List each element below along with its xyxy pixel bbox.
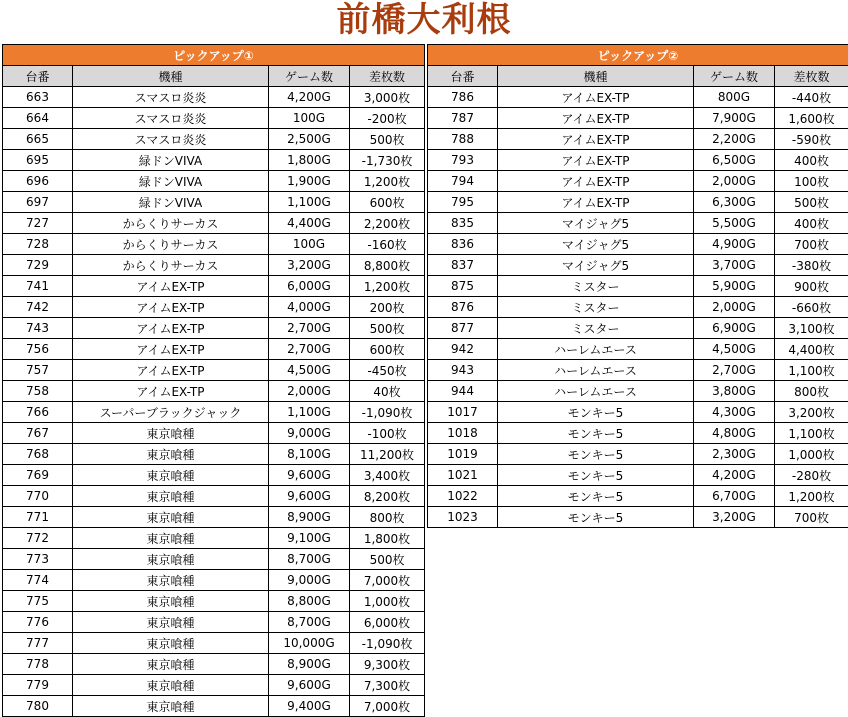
table-row (428, 129, 848, 150)
game-count-cell: 100G (269, 234, 350, 255)
coin-diff-cell: -660枚 (775, 297, 848, 318)
machine-name-cell: モンキー5 (498, 465, 694, 486)
unit-number-cell: 728 (3, 234, 73, 255)
game-count-cell: 9,400G (269, 696, 350, 717)
table-row (3, 528, 425, 549)
table-row (428, 171, 848, 192)
table-row (3, 213, 425, 234)
game-count-cell: 8,700G (269, 549, 350, 570)
coin-diff-cell: 40枚 (350, 381, 425, 402)
coin-diff-cell: -1,090枚 (350, 402, 425, 423)
game-count-cell: 8,900G (269, 507, 350, 528)
machine-name-cell: 東京喰種 (73, 591, 269, 612)
coin-diff-cell: 11,200枚 (350, 444, 425, 465)
machine-name-cell: 緑ドンVIVA (73, 192, 269, 213)
coin-diff-cell: 3,200枚 (775, 402, 848, 423)
table-row (428, 360, 848, 381)
table-row (3, 276, 425, 297)
unit-number-cell: 665 (3, 129, 73, 150)
coin-diff-cell: 700枚 (775, 507, 848, 528)
coin-diff-cell: 1,000枚 (350, 591, 425, 612)
unit-number-cell: 876 (428, 297, 498, 318)
table-row (3, 108, 425, 129)
machine-name-cell: スマスロ炎炎 (73, 108, 269, 129)
coin-diff-cell: 9,300枚 (350, 654, 425, 675)
game-count-cell: 2,000G (694, 297, 775, 318)
game-count-cell: 1,800G (269, 150, 350, 171)
game-count-cell: 4,200G (269, 87, 350, 108)
unit-number-cell: 788 (428, 129, 498, 150)
game-count-cell: 4,000G (269, 297, 350, 318)
game-count-cell: 1,100G (269, 402, 350, 423)
game-count-cell: 2,700G (269, 318, 350, 339)
table-row (3, 444, 425, 465)
coin-diff-cell: 8,800枚 (350, 255, 425, 276)
coin-diff-cell: 8,200枚 (350, 486, 425, 507)
table-row (428, 486, 848, 507)
game-count-cell: 9,000G (269, 570, 350, 591)
game-count-cell: 9,600G (269, 486, 350, 507)
table-row (3, 381, 425, 402)
unit-number-cell: 1017 (428, 402, 498, 423)
machine-name-cell: マイジャグ5 (498, 213, 694, 234)
game-count-cell: 9,000G (269, 423, 350, 444)
coin-diff-cell: 7,000枚 (350, 570, 425, 591)
table-row (3, 612, 425, 633)
unit-number-cell: 1021 (428, 465, 498, 486)
unit-number-cell: 696 (3, 171, 73, 192)
machine-name-cell: アイムEX-TP (498, 87, 694, 108)
machine-name-cell: 東京喰種 (73, 465, 269, 486)
table-row (428, 339, 848, 360)
coin-diff-cell: 1,600枚 (775, 108, 848, 129)
game-count-cell: 2,500G (269, 129, 350, 150)
game-count-cell: 800G (694, 87, 775, 108)
machine-name-cell: マイジャグ5 (498, 255, 694, 276)
coin-diff-cell: 3,100枚 (775, 318, 848, 339)
game-count-cell: 8,800G (269, 591, 350, 612)
coin-diff-cell: 500枚 (350, 549, 425, 570)
table-row (428, 444, 848, 465)
coin-diff-cell: -160枚 (350, 234, 425, 255)
unit-number-cell: 695 (3, 150, 73, 171)
machine-name-cell: アイムEX-TP (73, 276, 269, 297)
game-count-cell: 9,600G (269, 675, 350, 696)
column-header-diff: 差枚数 (775, 66, 848, 87)
table-row (428, 213, 848, 234)
game-count-cell: 3,200G (269, 255, 350, 276)
machine-name-cell: モンキー5 (498, 423, 694, 444)
unit-number-cell: 769 (3, 465, 73, 486)
coin-diff-cell: 1,000枚 (775, 444, 848, 465)
table-row (428, 255, 848, 276)
machine-name-cell: アイムEX-TP (73, 339, 269, 360)
table-row (3, 486, 425, 507)
unit-number-cell: 758 (3, 381, 73, 402)
coin-diff-cell: -450枚 (350, 360, 425, 381)
unit-number-cell: 787 (428, 108, 498, 129)
unit-number-cell: 837 (428, 255, 498, 276)
game-count-cell: 9,100G (269, 528, 350, 549)
column-header-unit-no: 台番 (428, 66, 498, 87)
table-row (3, 171, 425, 192)
unit-number-cell: 697 (3, 192, 73, 213)
table-row (428, 192, 848, 213)
game-count-cell: 8,900G (269, 654, 350, 675)
unit-number-cell: 742 (3, 297, 73, 318)
coin-diff-cell: 100枚 (775, 171, 848, 192)
machine-name-cell: ハーレムエース (498, 339, 694, 360)
machine-name-cell: マイジャグ5 (498, 234, 694, 255)
game-count-cell: 9,600G (269, 465, 350, 486)
table-row (3, 591, 425, 612)
unit-number-cell: 778 (3, 654, 73, 675)
coin-diff-cell: 800枚 (775, 381, 848, 402)
unit-number-cell: 729 (3, 255, 73, 276)
game-count-cell: 6,300G (694, 192, 775, 213)
unit-number-cell: 1019 (428, 444, 498, 465)
machine-name-cell: 東京喰種 (73, 570, 269, 591)
table-row (3, 423, 425, 444)
machine-name-cell: アイムEX-TP (73, 297, 269, 318)
coin-diff-cell: -380枚 (775, 255, 848, 276)
unit-number-cell: 767 (3, 423, 73, 444)
pickup-table-1 (2, 44, 425, 717)
machine-name-cell: 緑ドンVIVA (73, 171, 269, 192)
unit-number-cell: 1023 (428, 507, 498, 528)
game-count-cell: 4,300G (694, 402, 775, 423)
coin-diff-cell: 3,400枚 (350, 465, 425, 486)
machine-name-cell: アイムEX-TP (498, 108, 694, 129)
table-row (428, 423, 848, 444)
coin-diff-cell: 2,200枚 (350, 213, 425, 234)
coin-diff-cell: 1,200枚 (775, 486, 848, 507)
coin-diff-cell: -440枚 (775, 87, 848, 108)
unit-number-cell: 772 (3, 528, 73, 549)
column-header-unit-no: 台番 (3, 66, 73, 87)
table-row (3, 696, 425, 717)
coin-diff-cell: 200枚 (350, 297, 425, 318)
unit-number-cell: 835 (428, 213, 498, 234)
machine-name-cell: からくりサーカス (73, 213, 269, 234)
machine-name-cell: からくりサーカス (73, 234, 269, 255)
machine-name-cell: ハーレムエース (498, 381, 694, 402)
machine-name-cell: ミスター (498, 318, 694, 339)
machine-name-cell: 東京喰種 (73, 528, 269, 549)
coin-diff-cell: 600枚 (350, 339, 425, 360)
game-count-cell: 6,900G (694, 318, 775, 339)
unit-number-cell: 795 (428, 192, 498, 213)
machine-name-cell: 東京喰種 (73, 423, 269, 444)
unit-number-cell: 756 (3, 339, 73, 360)
coin-diff-cell: -100枚 (350, 423, 425, 444)
machine-name-cell: アイムEX-TP (73, 381, 269, 402)
unit-number-cell: 779 (3, 675, 73, 696)
machine-name-cell: 緑ドンVIVA (73, 150, 269, 171)
machine-name-cell: アイムEX-TP (498, 129, 694, 150)
unit-number-cell: 875 (428, 276, 498, 297)
coin-diff-cell: 500枚 (775, 192, 848, 213)
game-count-cell: 2,000G (269, 381, 350, 402)
coin-diff-cell: -1,730枚 (350, 150, 425, 171)
machine-name-cell: 東京喰種 (73, 612, 269, 633)
machine-name-cell: 東京喰種 (73, 507, 269, 528)
machine-name-cell: 東京喰種 (73, 654, 269, 675)
table-row (3, 675, 425, 696)
column-header-machine: 機種 (498, 66, 694, 87)
coin-diff-cell: 600枚 (350, 192, 425, 213)
game-count-cell: 5,900G (694, 276, 775, 297)
game-count-cell: 8,700G (269, 612, 350, 633)
coin-diff-cell: 500枚 (350, 318, 425, 339)
coin-diff-cell: 1,100枚 (775, 360, 848, 381)
group-header: ピックアップ① (3, 45, 425, 66)
table-row (3, 234, 425, 255)
machine-name-cell: アイムEX-TP (73, 360, 269, 381)
machine-name-cell: スマスロ炎炎 (73, 129, 269, 150)
game-count-cell: 2,700G (694, 360, 775, 381)
coin-diff-cell: 900枚 (775, 276, 848, 297)
unit-number-cell: 777 (3, 633, 73, 654)
machine-name-cell: モンキー5 (498, 507, 694, 528)
game-count-cell: 1,100G (269, 192, 350, 213)
game-count-cell: 2,000G (694, 171, 775, 192)
machine-name-cell: 東京喰種 (73, 675, 269, 696)
unit-number-cell: 943 (428, 360, 498, 381)
unit-number-cell: 786 (428, 87, 498, 108)
table-row (3, 318, 425, 339)
game-count-cell: 100G (269, 108, 350, 129)
table-row (3, 654, 425, 675)
game-count-cell: 5,500G (694, 213, 775, 234)
coin-diff-cell: -200枚 (350, 108, 425, 129)
table-row (428, 465, 848, 486)
game-count-cell: 4,200G (694, 465, 775, 486)
table-row (428, 108, 848, 129)
unit-number-cell: 1022 (428, 486, 498, 507)
table-row (3, 192, 425, 213)
table-row (3, 549, 425, 570)
machine-name-cell: 東京喰種 (73, 696, 269, 717)
unit-number-cell: 773 (3, 549, 73, 570)
column-header-games: ゲーム数 (694, 66, 775, 87)
coin-diff-cell: 500枚 (350, 129, 425, 150)
table-row (3, 465, 425, 486)
unit-number-cell: 727 (3, 213, 73, 234)
unit-number-cell: 741 (3, 276, 73, 297)
coin-diff-cell: 1,800枚 (350, 528, 425, 549)
table-row (3, 87, 425, 108)
unit-number-cell: 770 (3, 486, 73, 507)
coin-diff-cell: 1,100枚 (775, 423, 848, 444)
game-count-cell: 2,300G (694, 444, 775, 465)
pickup-table-2 (427, 44, 848, 528)
column-header-machine: 機種 (73, 66, 269, 87)
game-count-cell: 3,700G (694, 255, 775, 276)
coin-diff-cell: -1,090枚 (350, 633, 425, 654)
coin-diff-cell: 800枚 (350, 507, 425, 528)
game-count-cell: 3,200G (694, 507, 775, 528)
machine-name-cell: 東京喰種 (73, 549, 269, 570)
game-count-cell: 3,800G (694, 381, 775, 402)
unit-number-cell: 836 (428, 234, 498, 255)
table-row (428, 402, 848, 423)
table-row (3, 507, 425, 528)
unit-number-cell: 768 (3, 444, 73, 465)
unit-number-cell: 942 (428, 339, 498, 360)
game-count-cell: 10,000G (269, 633, 350, 654)
column-header-games: ゲーム数 (269, 66, 350, 87)
game-count-cell: 4,800G (694, 423, 775, 444)
unit-number-cell: 793 (428, 150, 498, 171)
unit-number-cell: 664 (3, 108, 73, 129)
page-title: 前橋大利根 (0, 0, 848, 44)
machine-name-cell: モンキー5 (498, 444, 694, 465)
coin-diff-cell: 400枚 (775, 213, 848, 234)
machine-name-cell: 東京喰種 (73, 444, 269, 465)
table-row (428, 381, 848, 402)
table-row (3, 633, 425, 654)
coin-diff-cell: 700枚 (775, 234, 848, 255)
unit-number-cell: 766 (3, 402, 73, 423)
unit-number-cell: 780 (3, 696, 73, 717)
table-row (3, 150, 425, 171)
machine-name-cell: からくりサーカス (73, 255, 269, 276)
unit-number-cell: 944 (428, 381, 498, 402)
coin-diff-cell: 7,300枚 (350, 675, 425, 696)
table-row (3, 570, 425, 591)
coin-diff-cell: 400枚 (775, 150, 848, 171)
table-row (3, 297, 425, 318)
table-row (3, 129, 425, 150)
unit-number-cell: 757 (3, 360, 73, 381)
coin-diff-cell: 1,200枚 (350, 171, 425, 192)
coin-diff-cell: 3,000枚 (350, 87, 425, 108)
game-count-cell: 7,900G (694, 108, 775, 129)
coin-diff-cell: -590枚 (775, 129, 848, 150)
unit-number-cell: 877 (428, 318, 498, 339)
game-count-cell: 6,000G (269, 276, 350, 297)
machine-name-cell: モンキー5 (498, 486, 694, 507)
coin-diff-cell: 7,000枚 (350, 696, 425, 717)
machine-name-cell: 東京喰種 (73, 633, 269, 654)
table-row (428, 318, 848, 339)
unit-number-cell: 776 (3, 612, 73, 633)
table-body (3, 87, 425, 717)
table-row (428, 507, 848, 528)
game-count-cell: 8,100G (269, 444, 350, 465)
group-header: ピックアップ② (428, 45, 848, 66)
column-header-diff: 差枚数 (350, 66, 425, 87)
machine-name-cell: 東京喰種 (73, 486, 269, 507)
table-row (3, 360, 425, 381)
game-count-cell: 4,900G (694, 234, 775, 255)
machine-name-cell: アイムEX-TP (498, 192, 694, 213)
unit-number-cell: 771 (3, 507, 73, 528)
game-count-cell: 1,900G (269, 171, 350, 192)
table-row (428, 276, 848, 297)
game-count-cell: 2,200G (694, 129, 775, 150)
machine-name-cell: ハーレムエース (498, 360, 694, 381)
coin-diff-cell: -280枚 (775, 465, 848, 486)
machine-name-cell: アイムEX-TP (498, 150, 694, 171)
table-row (3, 402, 425, 423)
unit-number-cell: 774 (3, 570, 73, 591)
game-count-cell: 4,500G (269, 360, 350, 381)
table-row (3, 339, 425, 360)
unit-number-cell: 743 (3, 318, 73, 339)
coin-diff-cell: 1,200枚 (350, 276, 425, 297)
machine-name-cell: ミスター (498, 276, 694, 297)
game-count-cell: 6,500G (694, 150, 775, 171)
machine-name-cell: スマスロ炎炎 (73, 87, 269, 108)
machine-name-cell: アイムEX-TP (498, 171, 694, 192)
game-count-cell: 2,700G (269, 339, 350, 360)
unit-number-cell: 663 (3, 87, 73, 108)
game-count-cell: 4,500G (694, 339, 775, 360)
game-count-cell: 6,700G (694, 486, 775, 507)
table-row (428, 150, 848, 171)
machine-name-cell: モンキー5 (498, 402, 694, 423)
game-count-cell: 4,400G (269, 213, 350, 234)
table-row (428, 297, 848, 318)
table-row (3, 255, 425, 276)
machine-name-cell: アイムEX-TP (73, 318, 269, 339)
unit-number-cell: 775 (3, 591, 73, 612)
table-row (428, 234, 848, 255)
machine-name-cell: スーパーブラックジャック (73, 402, 269, 423)
unit-number-cell: 794 (428, 171, 498, 192)
coin-diff-cell: 4,400枚 (775, 339, 848, 360)
unit-number-cell: 1018 (428, 423, 498, 444)
table-row (428, 87, 848, 108)
coin-diff-cell: 6,000枚 (350, 612, 425, 633)
machine-name-cell: ミスター (498, 297, 694, 318)
table-body (428, 87, 848, 528)
